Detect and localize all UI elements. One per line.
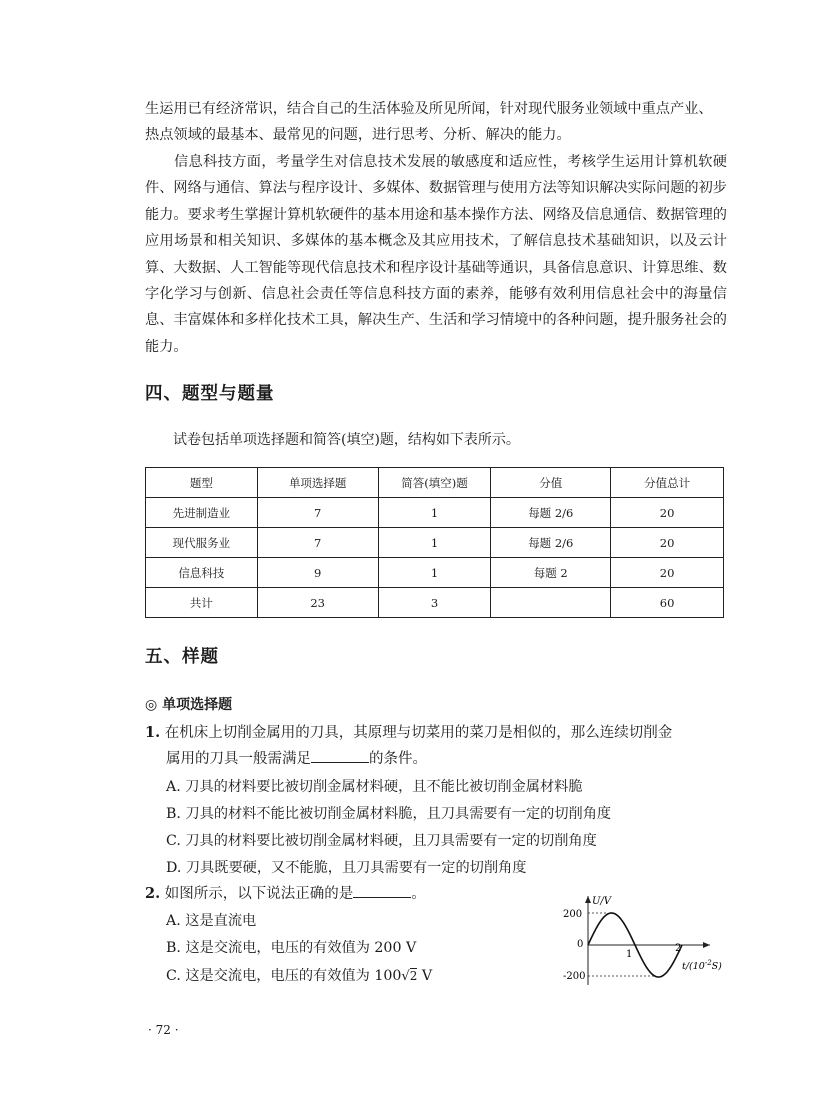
table-cell: 每题 2/6 (491, 528, 611, 558)
table-cell: 7 (257, 498, 378, 528)
question-text: 。 (411, 886, 426, 902)
table-cell: 60 (611, 588, 724, 618)
table-header-cell: 分值 (491, 468, 611, 498)
question-1-option-b: B. 刀具的材料不能比被切削金属材料脆，且刀具需要有一定的切削角度 (166, 806, 612, 822)
table-row (146, 558, 724, 588)
table-row (146, 498, 724, 528)
question-1-option-a: A. 刀具的材料要比被切削金属材料硬，且不能比被切削金属材料脆 (166, 779, 583, 795)
paragraph-service-cont (145, 96, 727, 149)
answer-blank (353, 883, 411, 898)
question-1-option-d: D. 刀具既要硬，又不能脆，且刀具需要有一定的切削角度 (166, 860, 527, 876)
y-axis-label: U/V (592, 896, 612, 907)
question-number: 2. (145, 885, 161, 902)
table-cell: 9 (257, 558, 378, 588)
question-1-option-c: C. 刀具的材料要比被切削金属材料硬，且刀具需要有一定的切削角度 (166, 833, 597, 849)
option-text: C. 这是交流电，电压的有效值为 100 (166, 968, 402, 984)
table-cell: 23 (257, 588, 378, 618)
question-text: 属用的刀具一般需满足 (166, 751, 311, 767)
section-intro: 试卷包括单项选择题和简答(填空)题，结构如下表所示。 (173, 432, 520, 448)
x-tick-label: 2 (675, 943, 682, 954)
table-cell: 现代服务业 (146, 528, 258, 558)
x-axis-label: $t/(10^{-2}S)$ (682, 959, 722, 972)
paragraph-info-tech: 信息科技方面，考量学生对信息技术发展的敏感度和适应性，考核学生运用计算机软硬件、网络与通信、算法与程序设计、多媒体、数据管理与使用方法等知识解决实际问题的初步能力。要求考生掌握计算机软硬件的基本用途和基本操作方法、网络及信息通信、数据管理的应用场景和相关知识、多媒体的基本概念及其应用技术，了解信息技术基础知识，以及云计算、大数据、人工智能等现代信息技术和程序设计基础等通识，具备信息意识、计算思维、数字化学习与创新、信息社会责任等信息科技方面的素养，能够有效利用信息社会中的海量信息、丰富媒体和多样化技术工具，解决生产、生活和学习情境中的各种问题，提升服务社会的能力。 (145, 154, 727, 355)
question-structure-table (145, 467, 724, 618)
table-cell: 共计 (146, 588, 258, 618)
table-header-cell: 简答(填空)题 (378, 468, 491, 498)
sqrt-symbol: √ (401, 969, 410, 984)
x-tick-label: 1 (626, 949, 633, 960)
question-2-option-c (166, 965, 432, 985)
question-text: 的条件。 (369, 751, 427, 767)
table-cell: 1 (378, 528, 491, 558)
question-text: 在机床上切削金属用的刀具，其原理与切菜用的菜刀是相似的，那么连续切削金 (164, 725, 673, 741)
question-1-line-2 (166, 746, 427, 773)
y-tick-label: -200 (563, 971, 586, 982)
table-cell: 信息科技 (146, 558, 258, 588)
table-cell: 先进制造业 (146, 498, 258, 528)
sqrt-radicand: 2 (409, 969, 418, 983)
question-2-line-1 (145, 880, 426, 908)
page-number: · 72 · (148, 1023, 179, 1037)
table-row (146, 528, 724, 558)
section-heading-4: 四、题型与题量 (145, 384, 275, 404)
y-tick-label: 200 (563, 909, 583, 920)
table-header-row (146, 468, 724, 498)
option-text: V (417, 968, 433, 984)
table-cell: 7 (257, 528, 378, 558)
table-cell: 20 (611, 528, 724, 558)
table-cell: 1 (378, 558, 491, 588)
question-number: 1. (145, 724, 161, 741)
table-cell: 20 (611, 498, 724, 528)
table-cell: 每题 2/6 (491, 498, 611, 528)
table-cell: 1 (378, 498, 491, 528)
table-cell: 3 (378, 588, 491, 618)
voltage-time-graph (560, 893, 730, 993)
table-header-cell: 题型 (146, 468, 258, 498)
table-cell (491, 588, 611, 618)
question-2-option-a: A. 这是直流电 (166, 913, 257, 929)
table-header-cell: 分值总计 (611, 468, 724, 498)
question-2-option-b: B. 这是交流电，电压的有效值为 200 V (166, 940, 417, 956)
table-cell: 每题 2 (491, 558, 611, 588)
answer-blank (311, 748, 369, 763)
section-heading-5: 五、样题 (145, 647, 219, 667)
question-text: 如图所示，以下说法正确的是 (164, 886, 354, 902)
paragraph-line: 生运用已有经济常识，结合自己的生活体验及所见所闻，针对现代服务业领域中重点产业、 (145, 101, 713, 117)
paragraph-line: 热点领域的最基本、最常见的问题，进行思考、分析、解决的能力。 (145, 127, 571, 144)
subsection-heading: ◎ 单项选择题 (145, 697, 233, 713)
y-tick-label: 0 (577, 939, 584, 950)
table-cell: 20 (611, 558, 724, 588)
table-row (146, 588, 724, 618)
question-1-line-1 (145, 719, 672, 747)
table-header-cell: 单项选择题 (257, 468, 378, 498)
